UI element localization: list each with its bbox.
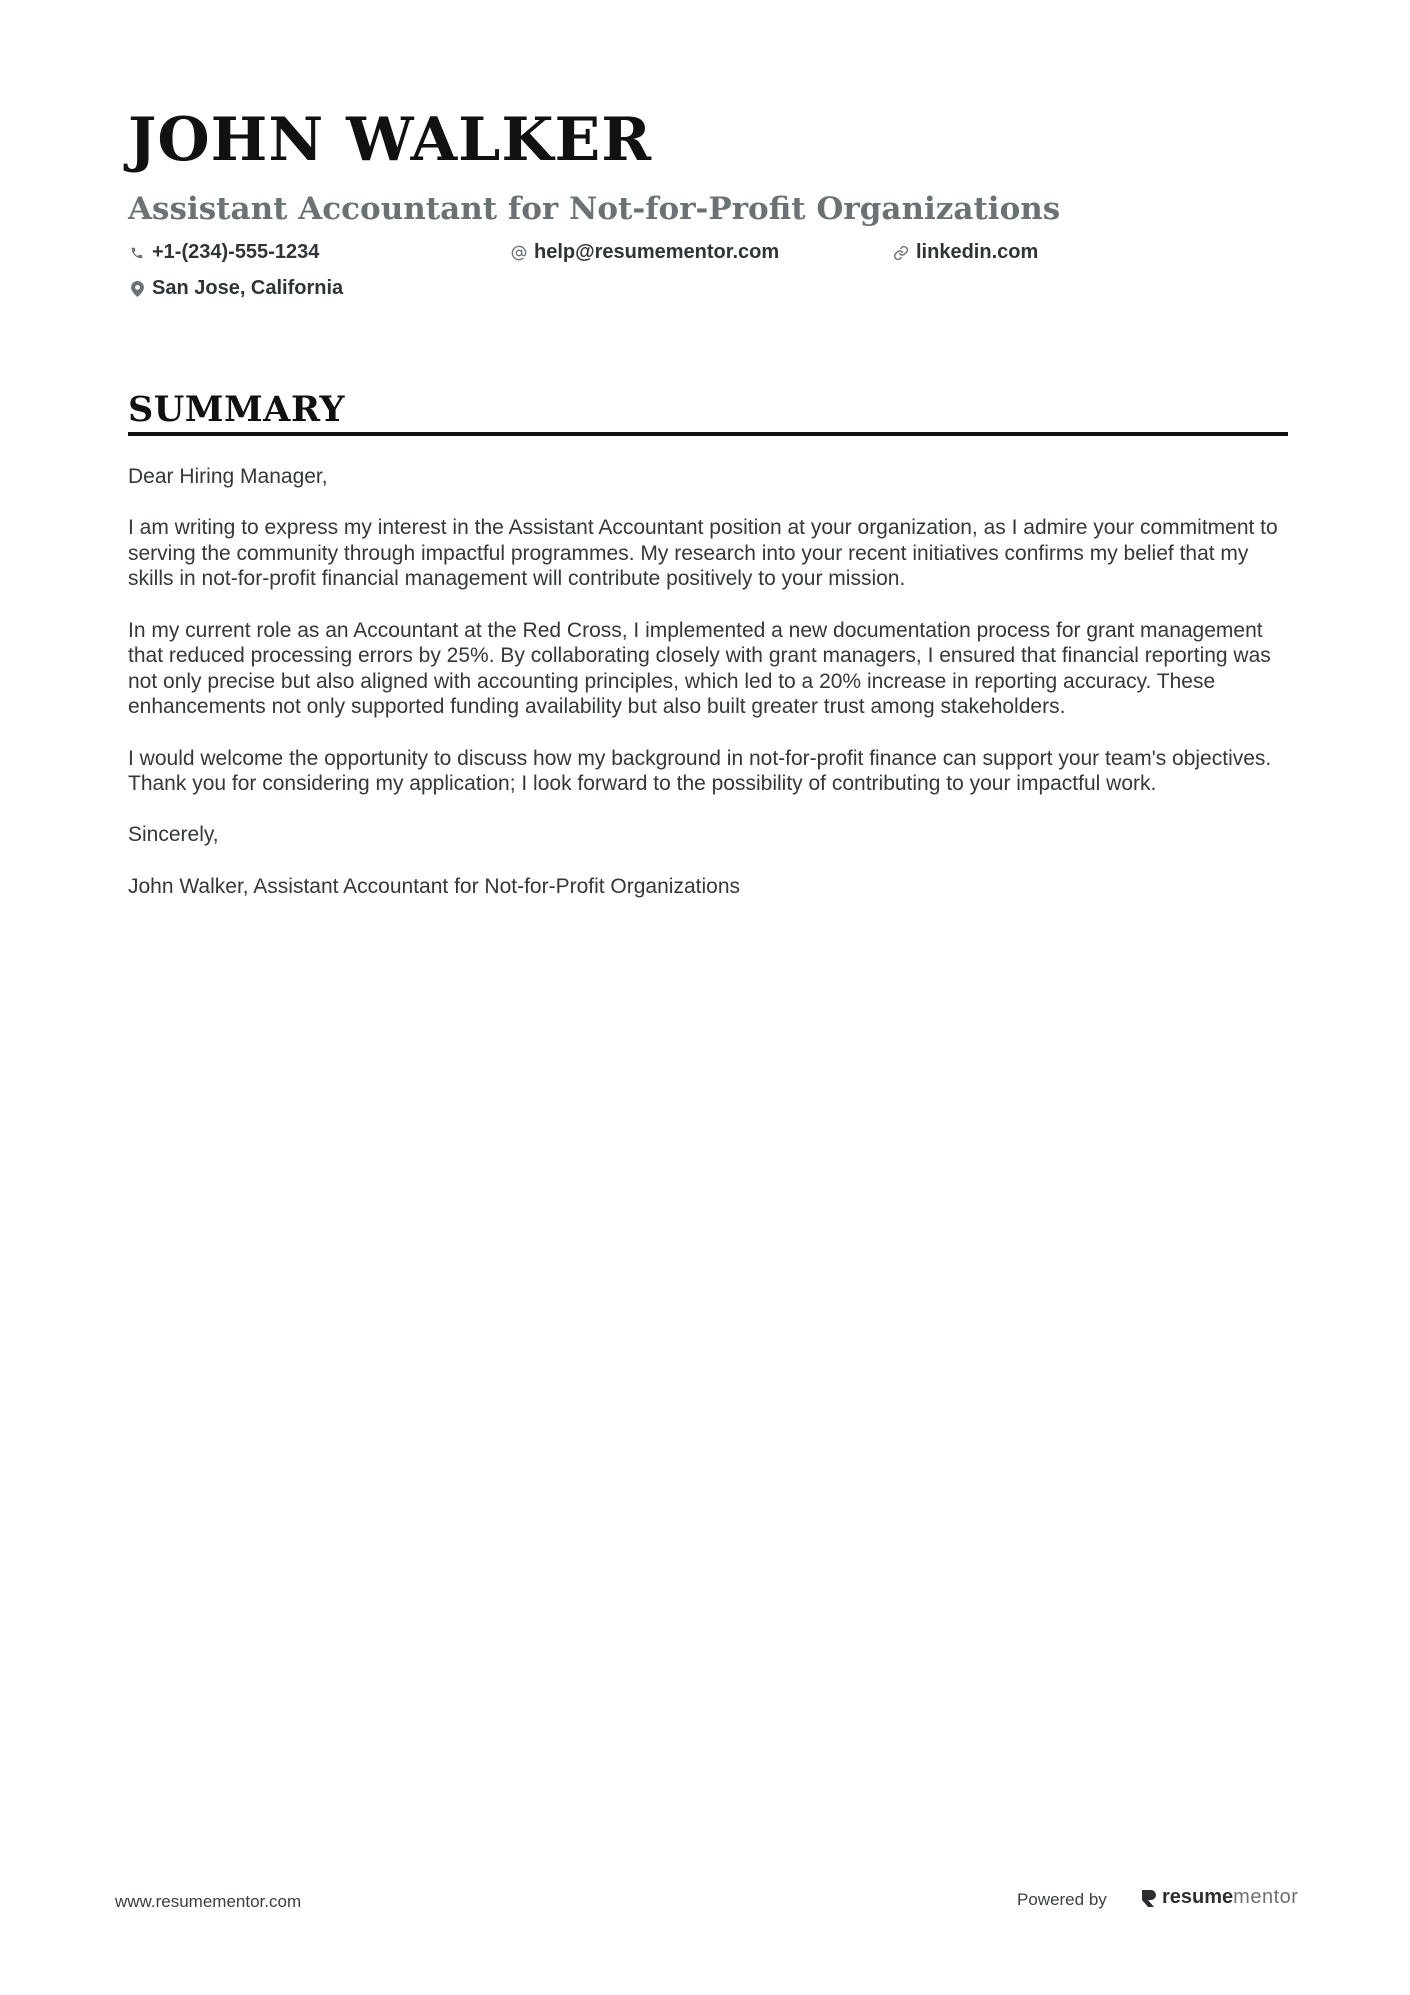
letter-paragraph: I am writing to express my interest in the Assistant Accountant position at your organization, as I admire your commitment to serving the community through impactful programmes. My research into your recent initiatives confirms my belief that my skills in not-for-profit financial management will contribute positively to your mission. [128,516,1278,591]
section-heading-summary: SUMMARY [128,389,345,430]
contact-email [510,241,779,264]
candidate-name: JOHN WALKER [128,105,653,175]
footer-website-link[interactable]: www.resumementor.com [115,1892,302,1911]
location-text: San Jose, California [152,277,344,299]
powered-by-label: Powered by [1017,1890,1107,1909]
cover-letter-body [128,464,1288,925]
letter-greeting: Dear Hiring Manager, [128,465,328,488]
letter-paragraph: I would welcome the opportunity to discuss how my background in not-for-profit finance can support your team's objectives. Thank you for considering my application; I look forward to the possibility of contributing to your impactful work. [128,746,1272,796]
resumementor-logo-icon [1140,1888,1158,1908]
contact-location [128,277,343,300]
letter-closing: Sincerely, [128,823,219,847]
phone-icon [128,244,146,262]
email-text[interactable]: help@resumementor.com [534,241,780,263]
phone-text: +1-(234)-555-1234 [152,241,320,263]
section-divider [128,432,1288,436]
brand-name-part2: mentor [1233,1886,1299,1908]
job-title: Assistant Accountant for Not-for-Profit Organizations [128,191,1061,227]
contact-phone [128,241,319,264]
contact-linkedin [892,241,1038,264]
letter-signature: John Walker, Assistant Accountant for Not-for-Profit Organizations [128,874,740,898]
map-pin-icon [128,280,146,298]
at-icon [510,244,528,262]
linkedin-text[interactable]: linkedin.com [916,241,1039,263]
letter-paragraph: In my current role as an Accountant at the Red Cross, I implemented a new documentation process for grant management that reduced processing errors by 25%. By collaborating closely with grant managers, I ensured that financial reporting was not only precise but also aligned with accounting principles, which led to a 20% increase in reporting accuracy. These enhancements not only supported funding availability but also built greater trust among stakeholders. [128,618,1271,719]
link-icon [892,244,910,262]
resumementor-logo[interactable] [1140,1886,1298,1909]
brand-name-part1: resume [1162,1886,1234,1908]
